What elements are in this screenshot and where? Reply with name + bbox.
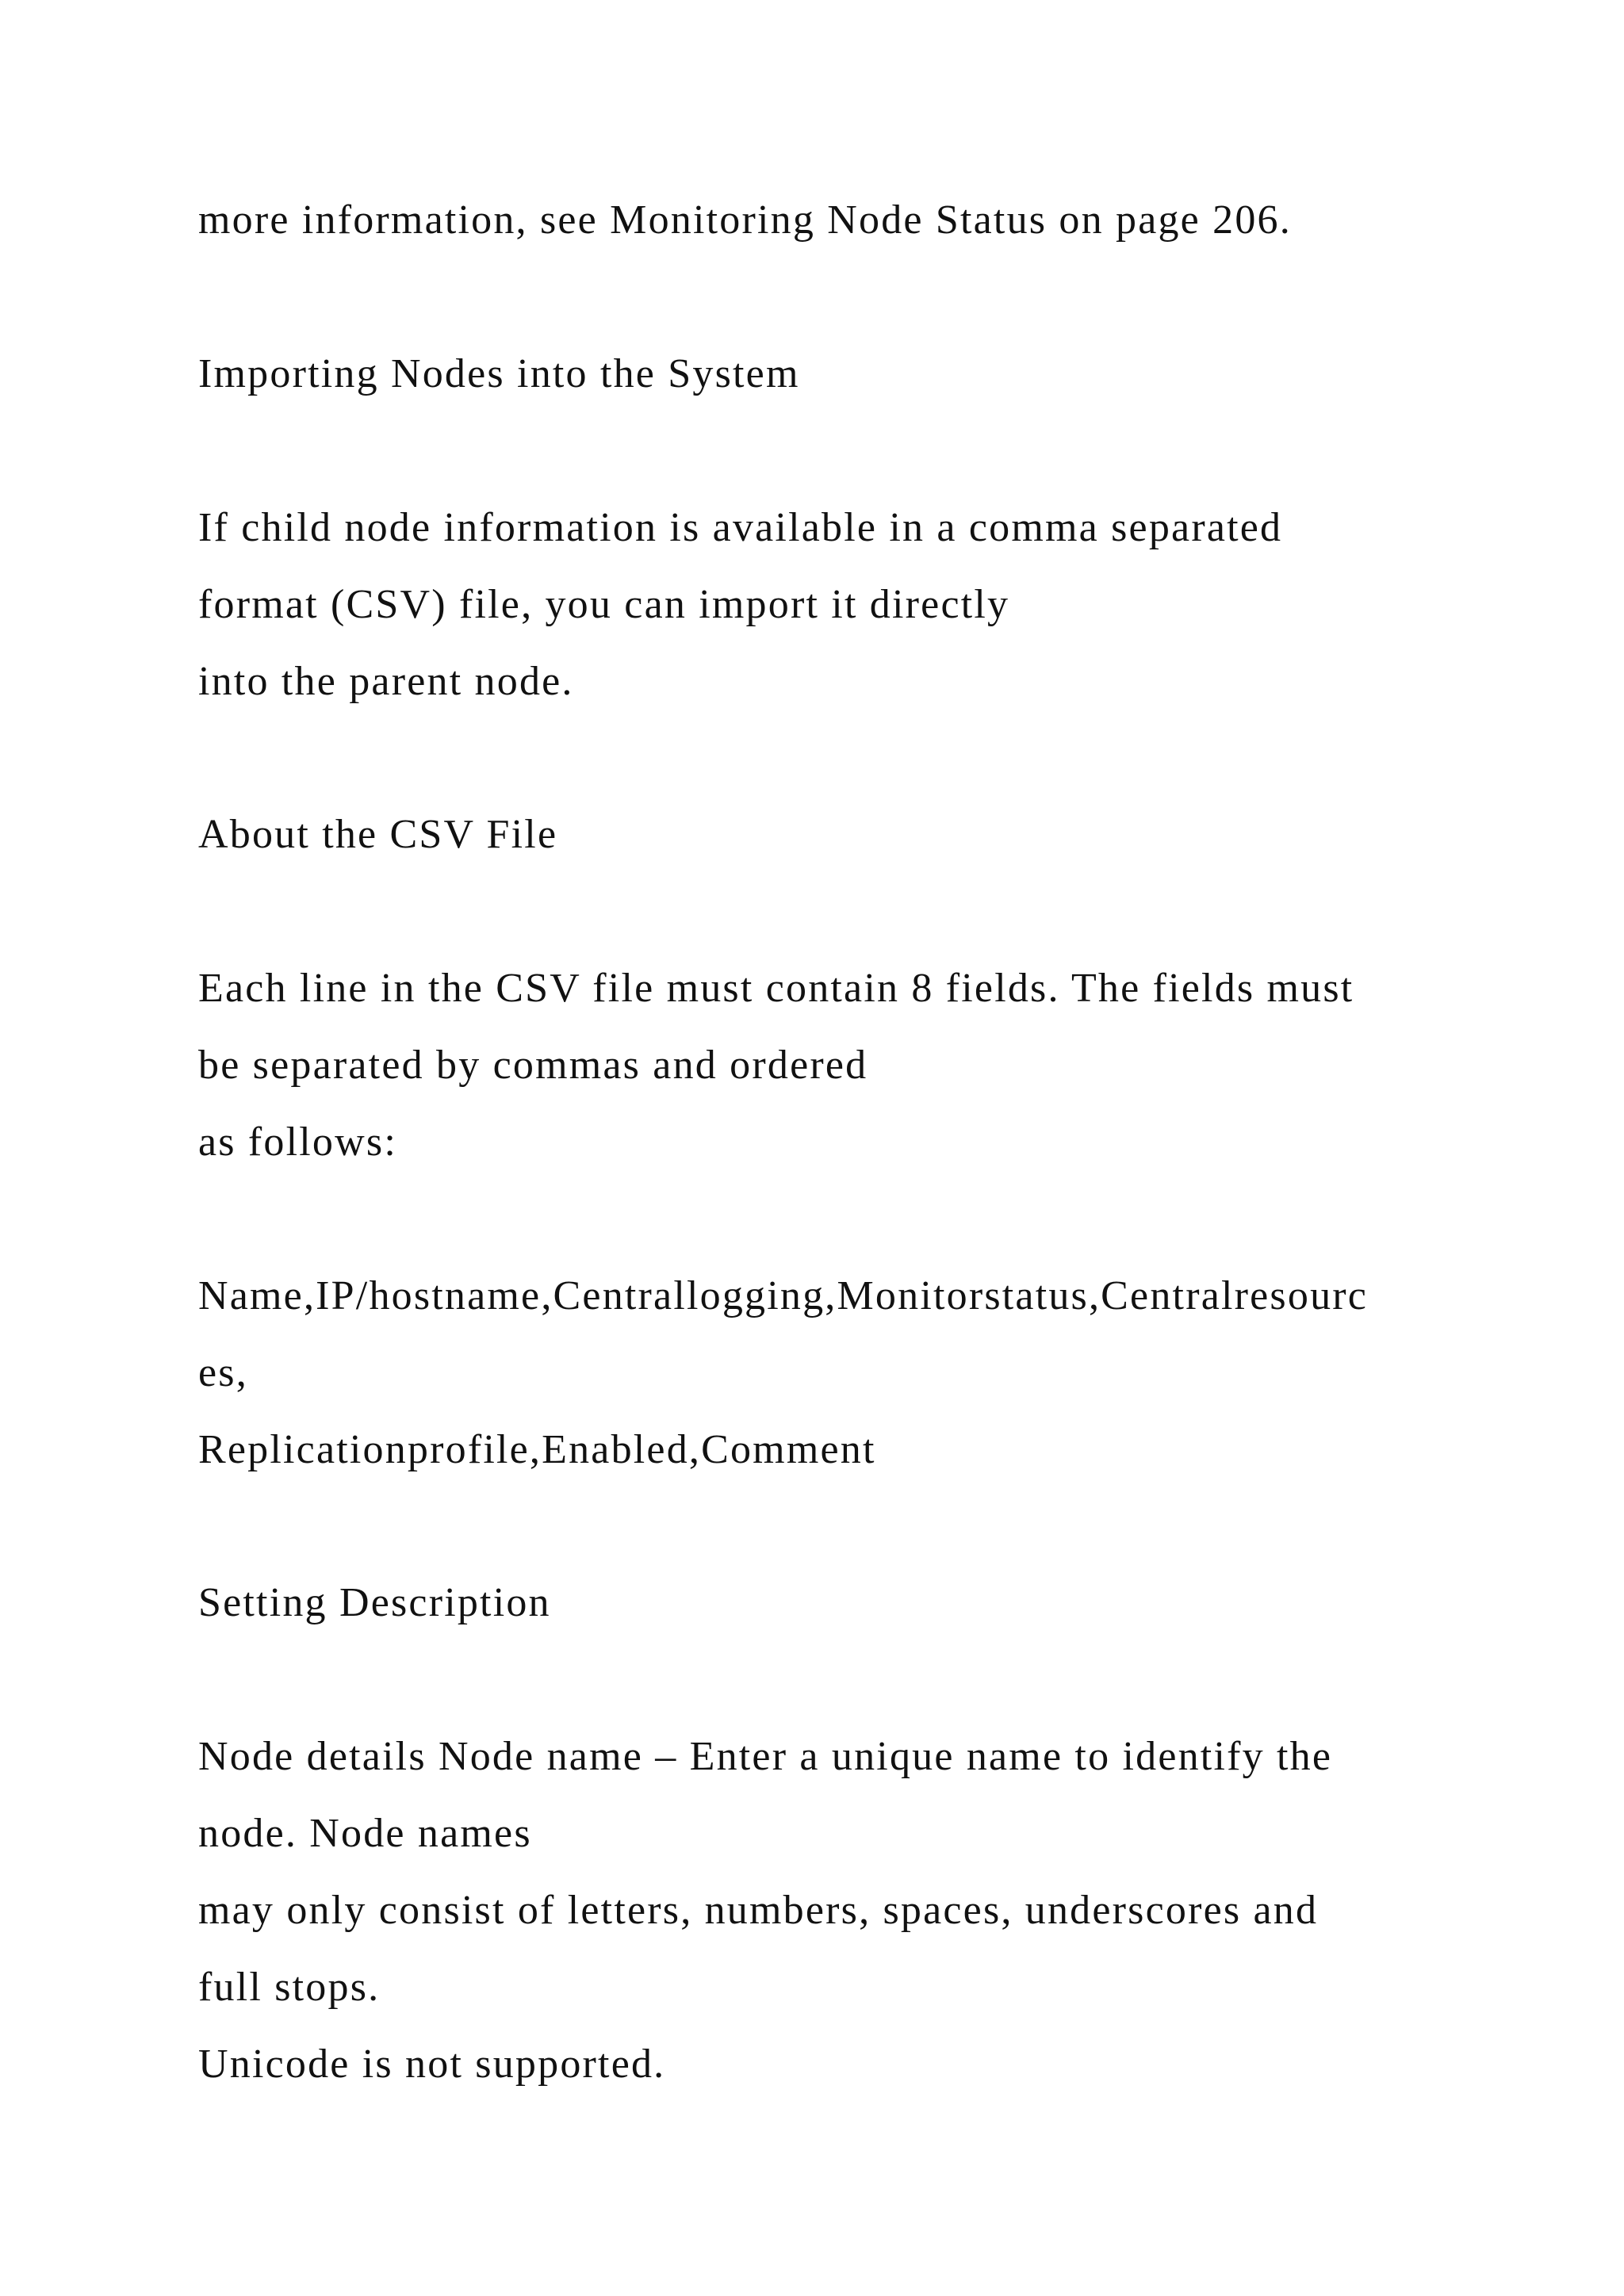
text-line: into the parent node. xyxy=(198,659,574,704)
text-line: as follows: xyxy=(198,1119,397,1165)
text-line: Each line in the CSV file must contain 8 fields. The fields must xyxy=(198,966,1354,1011)
section-heading: Importing Nodes into the System xyxy=(198,351,800,396)
csv-field-list: Name,IP/hostname,Centrallogging,Monitorstatus,Centralresourc xyxy=(198,1273,1369,1318)
text-line: format (CSV) file, you can import it directly xyxy=(198,582,1010,627)
table-header: Setting Description xyxy=(198,1580,551,1625)
text-line: full stops. xyxy=(198,1965,381,2010)
text-line: node. Node names xyxy=(198,1811,532,1856)
text-line: be separated by commas and ordered xyxy=(198,1043,868,1088)
csv-field-list: Replicationprofile,Enabled,Comment xyxy=(198,1427,876,1472)
text-line: Unicode is not supported. xyxy=(198,2042,666,2087)
csv-field-list: es, xyxy=(198,1350,248,1395)
text-line: may only consist of letters, numbers, spaces, underscores and xyxy=(198,1888,1319,1933)
section-heading: About the CSV File xyxy=(198,812,558,857)
text-line: If child node information is available in a comma separated xyxy=(198,505,1283,550)
text-line: more information, see Monitoring Node Status on page 206. xyxy=(198,197,1292,243)
text-line: Node details Node name – Enter a unique name to identify the xyxy=(198,1734,1333,1779)
